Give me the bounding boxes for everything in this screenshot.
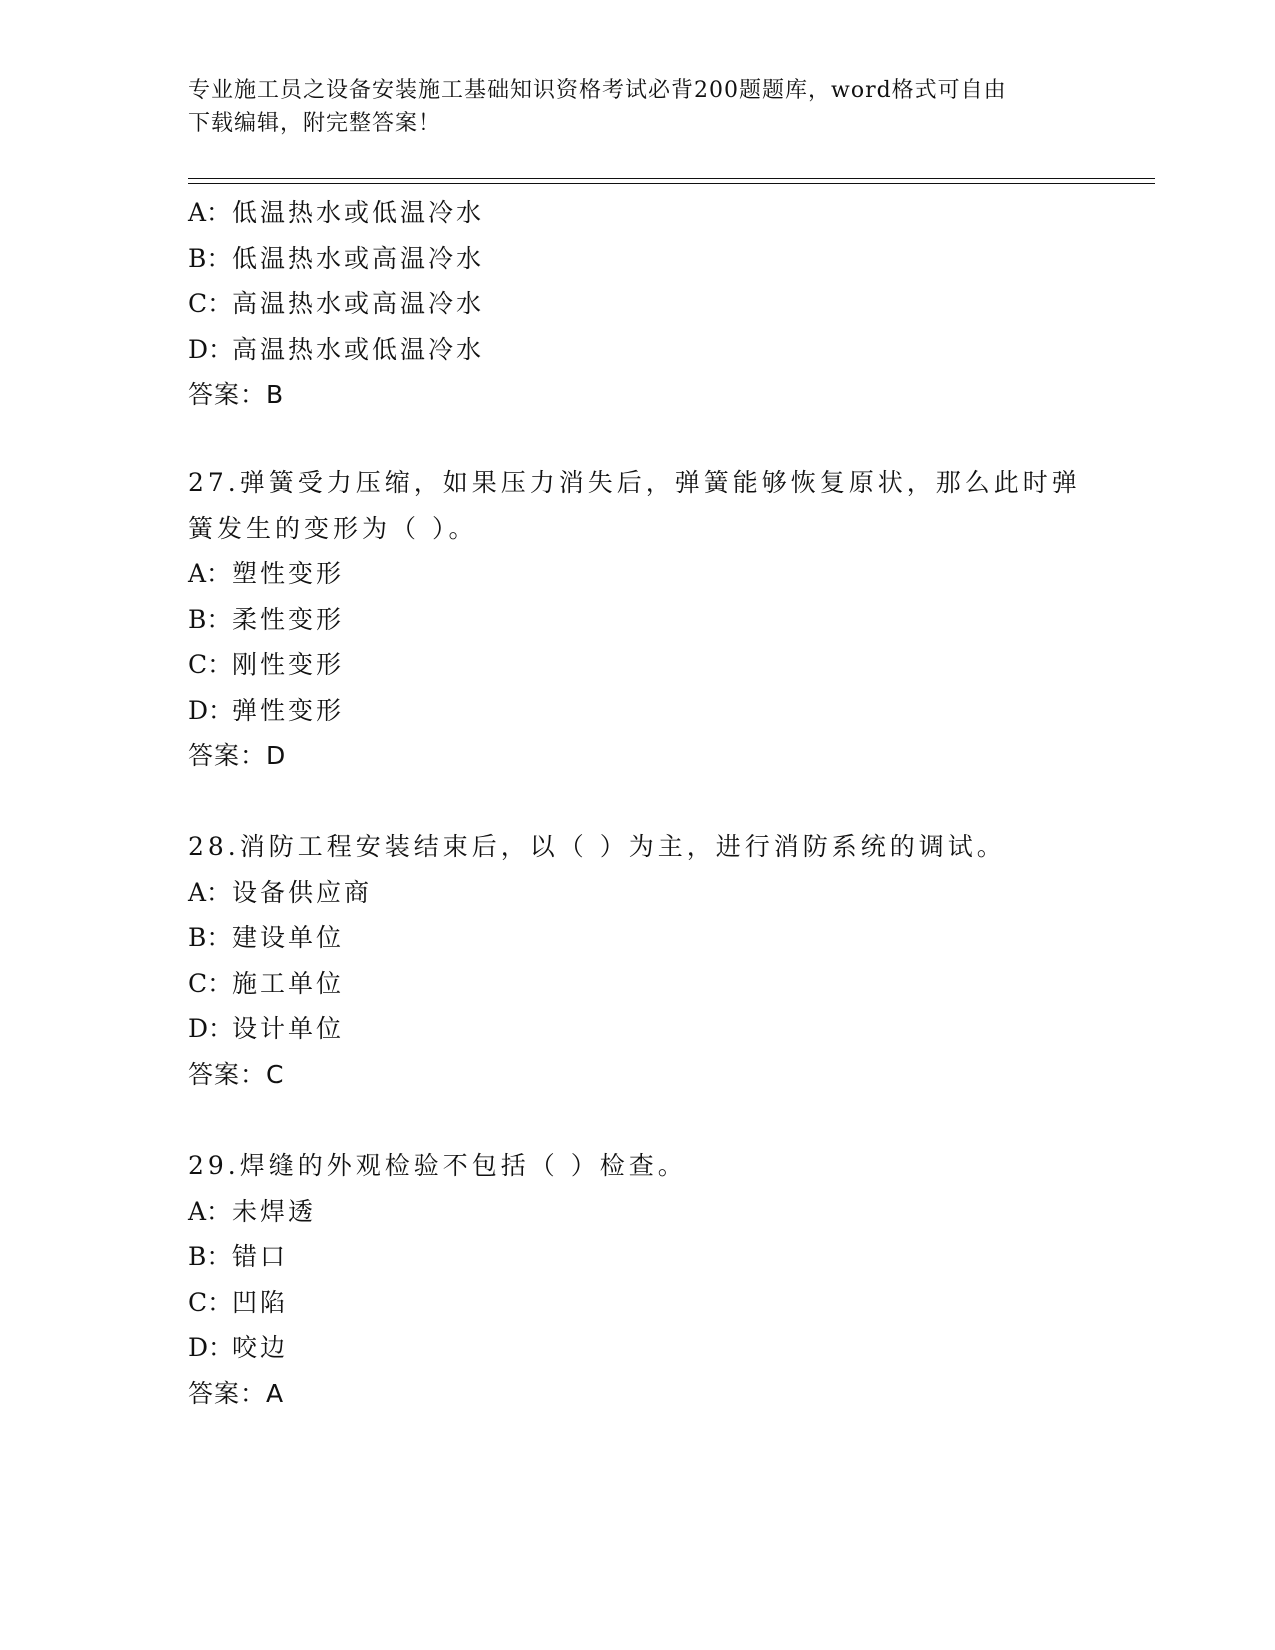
- stem-line: 27.弹簧受力压缩，如果压力消失后，弹簧能够恢复原状，那么此时弹: [188, 468, 1081, 497]
- option-text: 高温热水或低温冷水: [232, 334, 485, 364]
- option-label: C：: [188, 650, 233, 679]
- question-stem: [188, 1143, 1088, 1189]
- option-label: D：: [188, 695, 234, 725]
- option-text: 设备供应商: [232, 877, 373, 907]
- stem-line: 29.焊缝的外观检验不包括（ ）检查。: [188, 1151, 687, 1180]
- option-text: 刚性变形: [232, 650, 345, 679]
- option-text: 咬边: [232, 1333, 289, 1362]
- question-stem: [188, 460, 1088, 551]
- option-text: 柔性变形: [232, 604, 345, 634]
- answer-line: 答案：D: [188, 741, 287, 770]
- option-label: A：: [188, 559, 232, 588]
- option-d: [188, 327, 1088, 373]
- answer-line: 答案：A: [188, 1378, 285, 1408]
- option-a: [188, 190, 1088, 236]
- option-b: [188, 236, 1088, 282]
- question-stem: [188, 824, 1088, 870]
- stem-line: 28.消防工程安装结束后，以（ ）为主，进行消防系统的调试。: [188, 832, 1006, 861]
- option-b: [188, 915, 1088, 961]
- option-b: [188, 1234, 1088, 1280]
- option-label: C：: [188, 968, 233, 998]
- option-a: [188, 870, 1088, 916]
- option-text: 设计单位: [232, 1014, 345, 1043]
- option-label: B：: [188, 1242, 232, 1271]
- option-c: [188, 961, 1088, 1007]
- question-block-27: [188, 460, 1088, 779]
- option-text: 弹性变形: [232, 695, 345, 725]
- option-list: [188, 1189, 1088, 1371]
- option-list: [188, 870, 1088, 1052]
- option-label: B：: [188, 243, 232, 273]
- answer-line: 答案：C: [188, 1059, 285, 1089]
- option-label: B：: [188, 923, 232, 952]
- option-list: [188, 551, 1088, 733]
- question-block-28: [188, 824, 1088, 1097]
- option-list: [188, 190, 1088, 372]
- stem-line: 簧发生的变形为（ ）。: [188, 513, 478, 543]
- option-d: [188, 1325, 1088, 1371]
- option-label: D：: [188, 1014, 234, 1043]
- option-label: A：: [188, 877, 232, 907]
- header-rule-bottom: [188, 183, 1155, 184]
- option-text: 错口: [232, 1242, 289, 1271]
- option-label: D：: [188, 334, 234, 364]
- option-label: B：: [188, 604, 232, 634]
- question-block-29: [188, 1143, 1088, 1416]
- header-line-2: 下载编辑，附完整答案！: [188, 111, 442, 136]
- option-a: [188, 1189, 1088, 1235]
- option-label: A：: [188, 1196, 232, 1226]
- option-text: 建设单位: [232, 923, 345, 952]
- option-b: [188, 597, 1088, 643]
- option-c: [188, 1280, 1088, 1326]
- option-text: 低温热水或高温冷水: [232, 243, 485, 273]
- document-header: [188, 74, 1088, 140]
- header-rule-top: [188, 178, 1155, 179]
- option-d: [188, 1006, 1088, 1052]
- option-label: C：: [188, 1287, 233, 1317]
- option-text: 塑性变形: [232, 559, 345, 588]
- option-text: 低温热水或低温冷水: [232, 198, 485, 227]
- option-text: 施工单位: [232, 968, 345, 998]
- option-label: D：: [188, 1333, 234, 1362]
- option-d: [188, 688, 1088, 734]
- option-label: C：: [188, 289, 233, 318]
- option-a: [188, 551, 1088, 597]
- header-line-1: 专业施工员之设备安装施工基础知识资格考试必背200题题库，word格式可自由: [188, 78, 1007, 103]
- option-text: 未焊透: [232, 1196, 317, 1226]
- option-text: 高温热水或高温冷水: [232, 289, 485, 318]
- option-c: [188, 281, 1088, 327]
- answer-line: 答案：B: [188, 380, 285, 409]
- option-c: [188, 642, 1088, 688]
- option-label: A：: [188, 198, 232, 227]
- option-text: 凹陷: [232, 1287, 289, 1317]
- question-block-26: [188, 190, 1088, 418]
